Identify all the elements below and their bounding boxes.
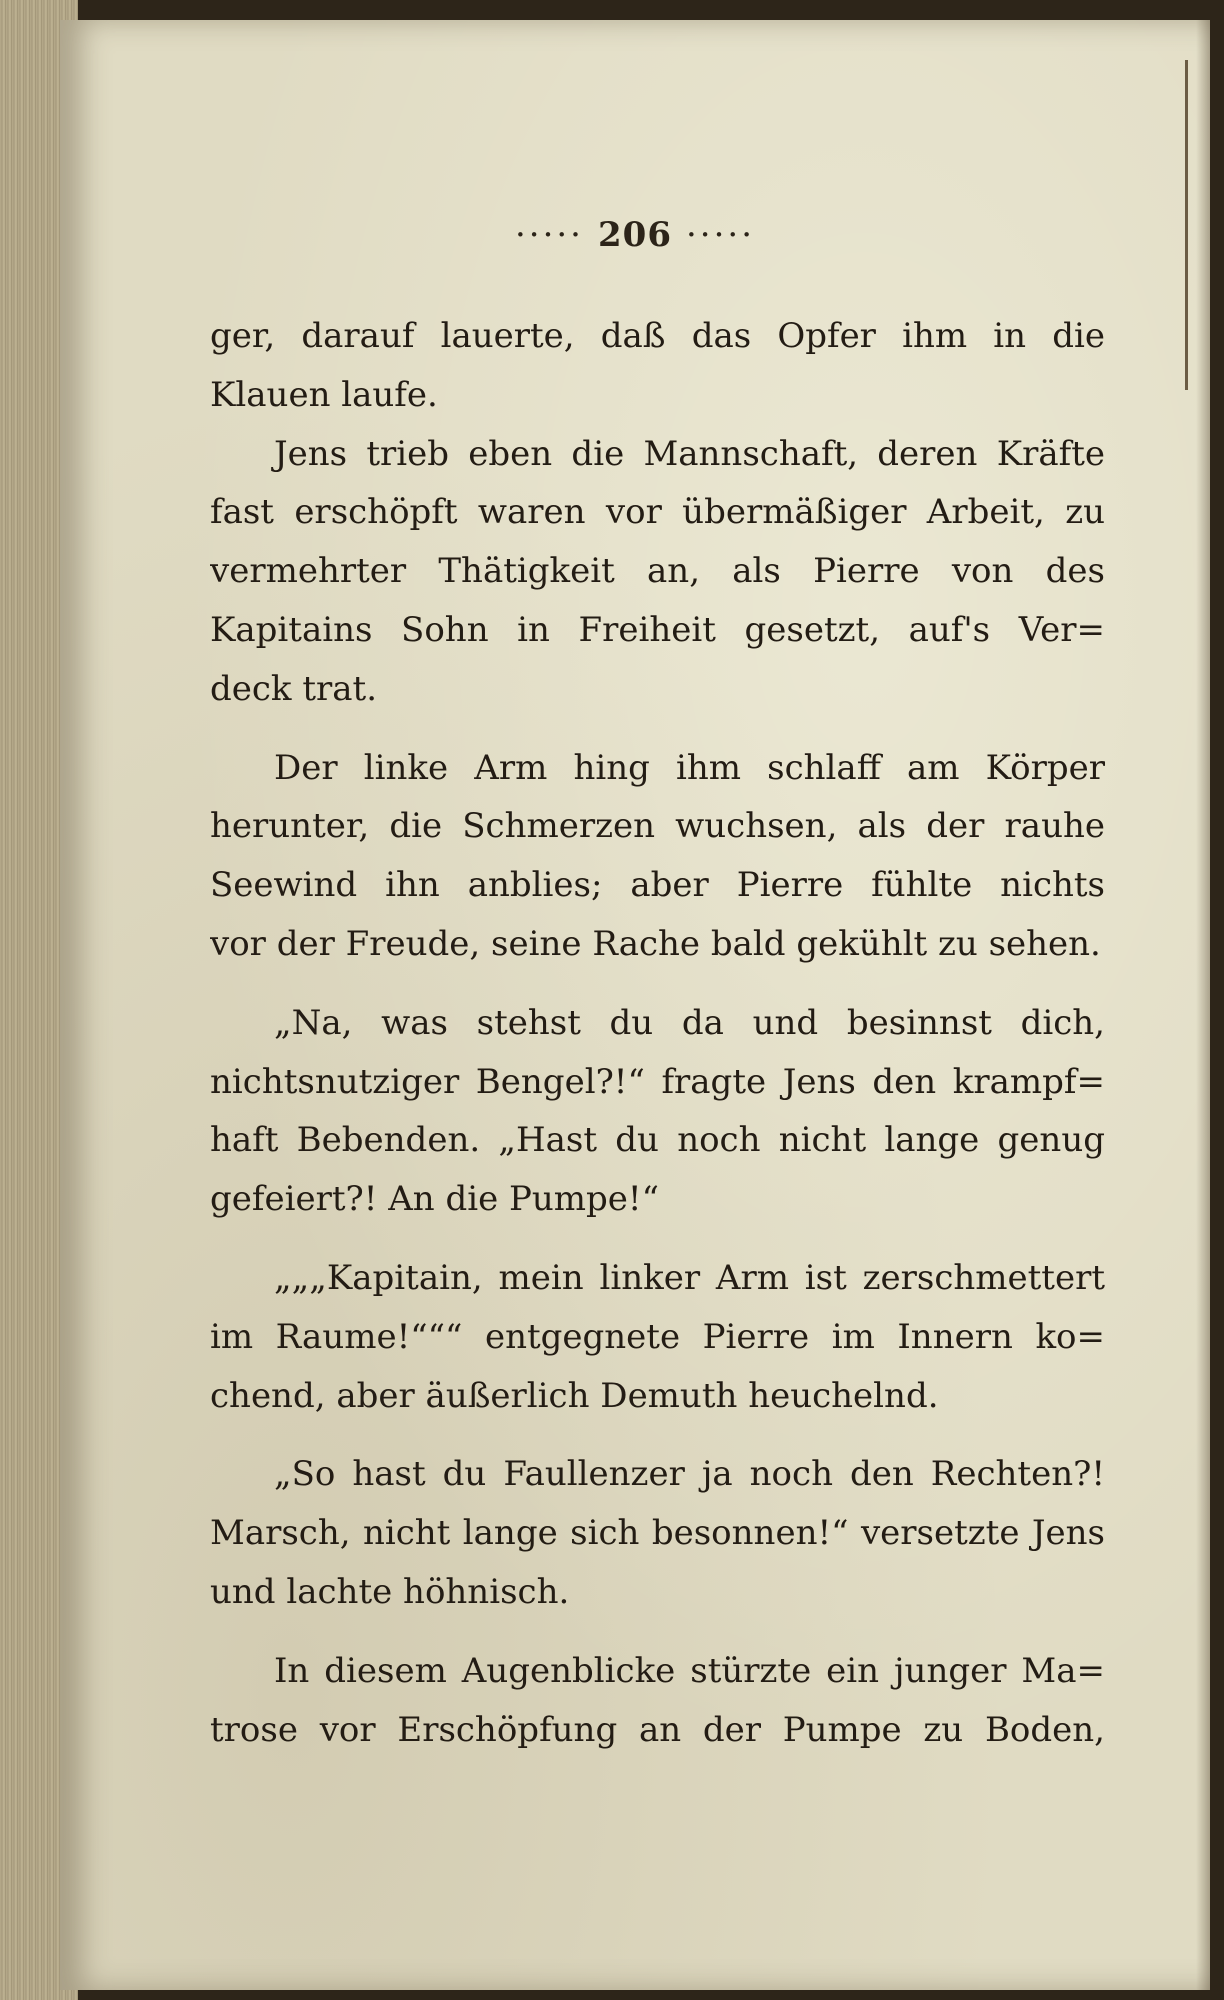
text-line: deck trat. (210, 668, 377, 709)
text-line: vermehrter Thätigkeit an, als Pierre von des (210, 551, 1105, 592)
paragraph (210, 1642, 1105, 1760)
body-text (210, 307, 1105, 1759)
text-line: Jens trieb eben die Mannschaft, deren Kräfte (274, 433, 1105, 474)
text-line: fast erschöpft waren vor übermäßiger Arbeit, zu (210, 492, 1105, 533)
text-line: Seewind ihn anblies; aber Pierre fühlte nichts (210, 865, 1105, 906)
text-line: Der linke Arm hing ihm schlaff am Körper (274, 747, 1105, 788)
paragraph (210, 739, 1105, 974)
text-line: Klauen laufe. (210, 374, 438, 415)
text-line: „So hast du Faullenzer ja noch den Rechten?! (274, 1454, 1105, 1495)
text-line: im Raume!“““ entgegnete Pierre im Innern ko= (210, 1316, 1105, 1357)
text-line: Kapitains Sohn in Freiheit gesetzt, auf's Ver= (210, 609, 1105, 650)
text-line: „Na, was stehst du da und besinnst dich, (274, 1002, 1105, 1043)
paragraph (210, 1249, 1105, 1425)
text-line: gefeiert?! An die Pumpe!“ (210, 1179, 659, 1220)
paragraph (210, 1445, 1105, 1621)
paragraph (210, 994, 1105, 1229)
page-header (60, 215, 1210, 255)
text-line: nichtsnutziger Bengel?!“ fragte Jens den krampf= (210, 1061, 1105, 1102)
text-line: ger, darauf lauerte, daß das Opfer ihm in die (210, 316, 1105, 356)
text-line: und lachte höhnisch. (210, 1571, 570, 1612)
text-line: haft Bebenden. „Hast du noch nicht lange genug (210, 1120, 1105, 1161)
header-ornament-left: ····· (514, 215, 584, 255)
text-line: „„„Kapitain, mein linker Arm ist zerschmettert (274, 1257, 1105, 1298)
text-line: Marsch, nicht lange sich besonnen!“ versetzte Jens (210, 1513, 1105, 1554)
page-number: 206 (598, 215, 672, 255)
text-line: herunter, die Schmerzen wuchsen, als der rauhe (210, 806, 1105, 847)
text-line: In diesem Augenblicke stürzte ein junger Ma= (274, 1650, 1105, 1691)
text-line: trose vor Erschöpfung an der Pumpe zu Boden, (210, 1709, 1105, 1750)
page-right-shadow (1196, 20, 1210, 1990)
paragraph (210, 425, 1105, 719)
text-line: vor der Freude, seine Rache bald gekühlt zu sehen. (210, 923, 1101, 964)
header-ornament-right: ····· (685, 215, 756, 255)
text-line: chend, aber äußerlich Demuth heuchelnd. (210, 1375, 939, 1416)
paragraph (210, 307, 1105, 425)
book-page (60, 20, 1210, 1990)
